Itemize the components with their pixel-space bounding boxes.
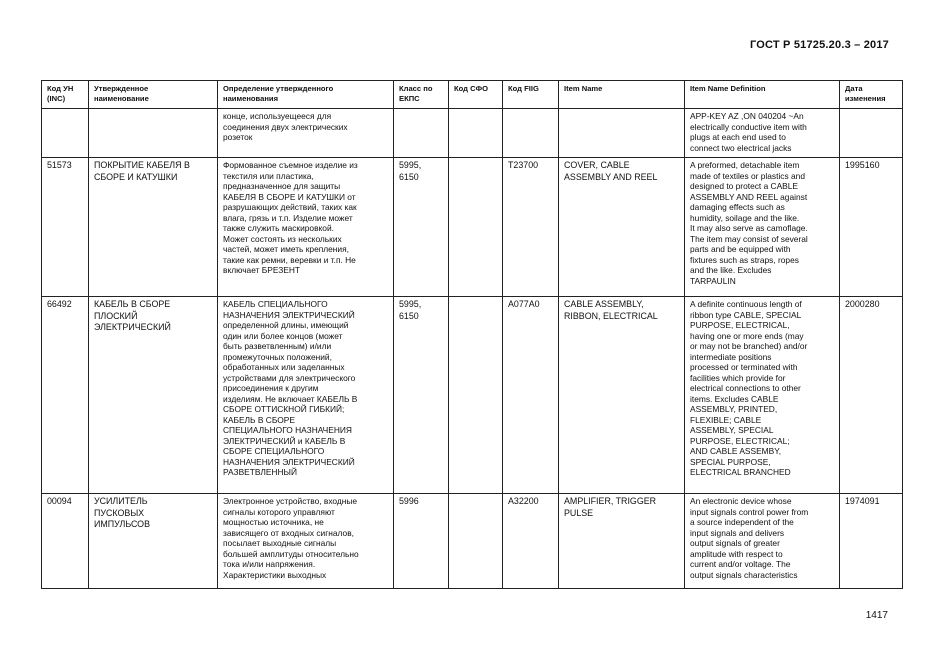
col-header-item-name: Item Name: [559, 81, 685, 109]
cell-date: 1995160: [840, 158, 903, 297]
cell-class: 5996: [394, 494, 449, 589]
cell-approved-name: [89, 109, 218, 158]
cell-inc: 66492: [42, 297, 89, 494]
page-number: 1417: [865, 610, 888, 621]
catalog-table: [41, 80, 903, 589]
cell-item-name: AMPLIFIER, TRIGGER PULSE: [559, 494, 685, 589]
cell-sfo: [449, 158, 503, 297]
cell-date: [840, 109, 903, 158]
cell-inc: 00094: [42, 494, 89, 589]
table-row: [42, 297, 903, 494]
cell-definition-ru: Электронное устройство, входные сигналы которого управляют мощностью источника, не зависящего от входных сигналов, посылает выходные сигналы большей амплитуды относительно тока и/или напряжения. Характеристики выходных: [218, 494, 394, 589]
cell-fiig: [503, 109, 559, 158]
table-row: [42, 109, 903, 158]
cell-date: 1974091: [840, 494, 903, 589]
cell-inc: [42, 109, 89, 158]
col-header-date: Дата изменения: [840, 81, 903, 109]
cell-definition-ru: конце, используещееся для соединения двух электрических розеток: [218, 109, 394, 158]
cell-date: 2000280: [840, 297, 903, 494]
standard-header: ГОСТ Р 51725.20.3 – 2017: [749, 39, 889, 51]
cell-definition-ru: Формованное съемное изделие из текстиля или пластика, предназначенное для защиты КАБЕЛЯ В СБОРЕ И КАТУШКИ от разрушающих действий, таких как влага, грязь и т.п. Изделие может также служить маскировкой. Может состоять из нескольких частей, может иметь крепления, такие как ремни, веревки и т.п. Не включает БРЕЗЕНТ: [218, 158, 394, 297]
col-header-approved-name: Утвержденное наименование: [89, 81, 218, 109]
cell-definition-en: A preformed, detachable item made of textiles or plastics and designed to protect a CABLE ASSEMBLY AND REEL against damaging effects such as humidity, soilage and the like. It may also serve as camoflage. The item may consist of several parts and be equipped with fixtures such as straps, ropes and the like. Excludes TARPAULIN: [685, 158, 840, 297]
table-header-row: [42, 81, 903, 109]
cell-approved-name: ПОКРЫТИЕ КАБЕЛЯ В СБОРЕ И КАТУШКИ: [89, 158, 218, 297]
cell-class: 5995, 6150: [394, 297, 449, 494]
cell-approved-name: КАБЕЛЬ В СБОРЕ ПЛОСКИЙ ЭЛЕКТРИЧЕСКИЙ: [89, 297, 218, 494]
col-header-class: Класс по ЕКПС: [394, 81, 449, 109]
col-header-definition-en: Item Name Definition: [685, 81, 840, 109]
cell-item-name: COVER, CABLE ASSEMBLY AND REEL: [559, 158, 685, 297]
col-header-inc: Код УН (INC): [42, 81, 89, 109]
cell-fiig: A32200: [503, 494, 559, 589]
cell-definition-ru: КАБЕЛЬ СПЕЦИАЛЬНОГО НАЗНАЧЕНИЯ ЭЛЕКТРИЧЕСКИЙ определенной длины, имеющий один или более концов (может быть разветвленным) и/или промежуточных положений, обработанных или заделанных устройствами для электрического присоединения к другим изделиям. Не включает КАБЕЛЬ В СБОРЕ ОТТИСКНОЙ ГИБКИЙ; КАБЕЛЬ В СБОРЕ СПЕЦИАЛЬНОГО НАЗНАЧЕНИЯ ЭЛЕКТРИЧЕСКИЙ и КАБЕЛЬ В СБОРЕ СПЕЦИАЛЬНОГО НАЗНАЧЕНИЯ ЭЛЕКТРИЧЕСКИЙ РАЗВЕТВЛЕННЫЙ: [218, 297, 394, 494]
table-row: [42, 494, 903, 589]
col-header-sfo: Код СФО: [449, 81, 503, 109]
cell-item-name: CABLE ASSEMBLY, RIBBON, ELECTRICAL: [559, 297, 685, 494]
table-row: [42, 158, 903, 297]
cell-sfo: [449, 109, 503, 158]
col-header-definition-ru: Определение утвержденного наименования: [218, 81, 394, 109]
cell-fiig: T23700: [503, 158, 559, 297]
cell-sfo: [449, 297, 503, 494]
cell-definition-en: A definite continuous length of ribbon type CABLE, SPECIAL PURPOSE, ELECTRICAL, having one or more ends (may or may not be branched) and/or intermediate positions processed or terminated with facilities which provide for electrical connections to other items. Excludes CABLE ASSEMBLY, PRINTED, FLEXIBLE; CABLE ASSEMBLY, SPECIAL PURPOSE, ELECTRICAL; AND CABLE ASSEMBY, SPECIAL PURPOSE, ELECTRICAL BRANCHED: [685, 297, 840, 494]
cell-inc: 51573: [42, 158, 89, 297]
cell-class: [394, 109, 449, 158]
cell-class: 5995, 6150: [394, 158, 449, 297]
col-header-fiig: Код FIIG: [503, 81, 559, 109]
cell-sfo: [449, 494, 503, 589]
cell-definition-en: An electronic device whose input signals control power from a source independent of the input signals and delivers output signals of greater amplitude with respect to current and/or voltage. The output signals characteristics: [685, 494, 840, 589]
cell-fiig: A077A0: [503, 297, 559, 494]
cell-definition-en: APP-KEY AZ ,ON 040204 ~An electrically conductive item with plugs at each end used to connect two electrical jacks: [685, 109, 840, 158]
cell-item-name: [559, 109, 685, 158]
cell-approved-name: УСИЛИТЕЛЬ ПУСКОВЫХ ИМПУЛЬСОВ: [89, 494, 218, 589]
